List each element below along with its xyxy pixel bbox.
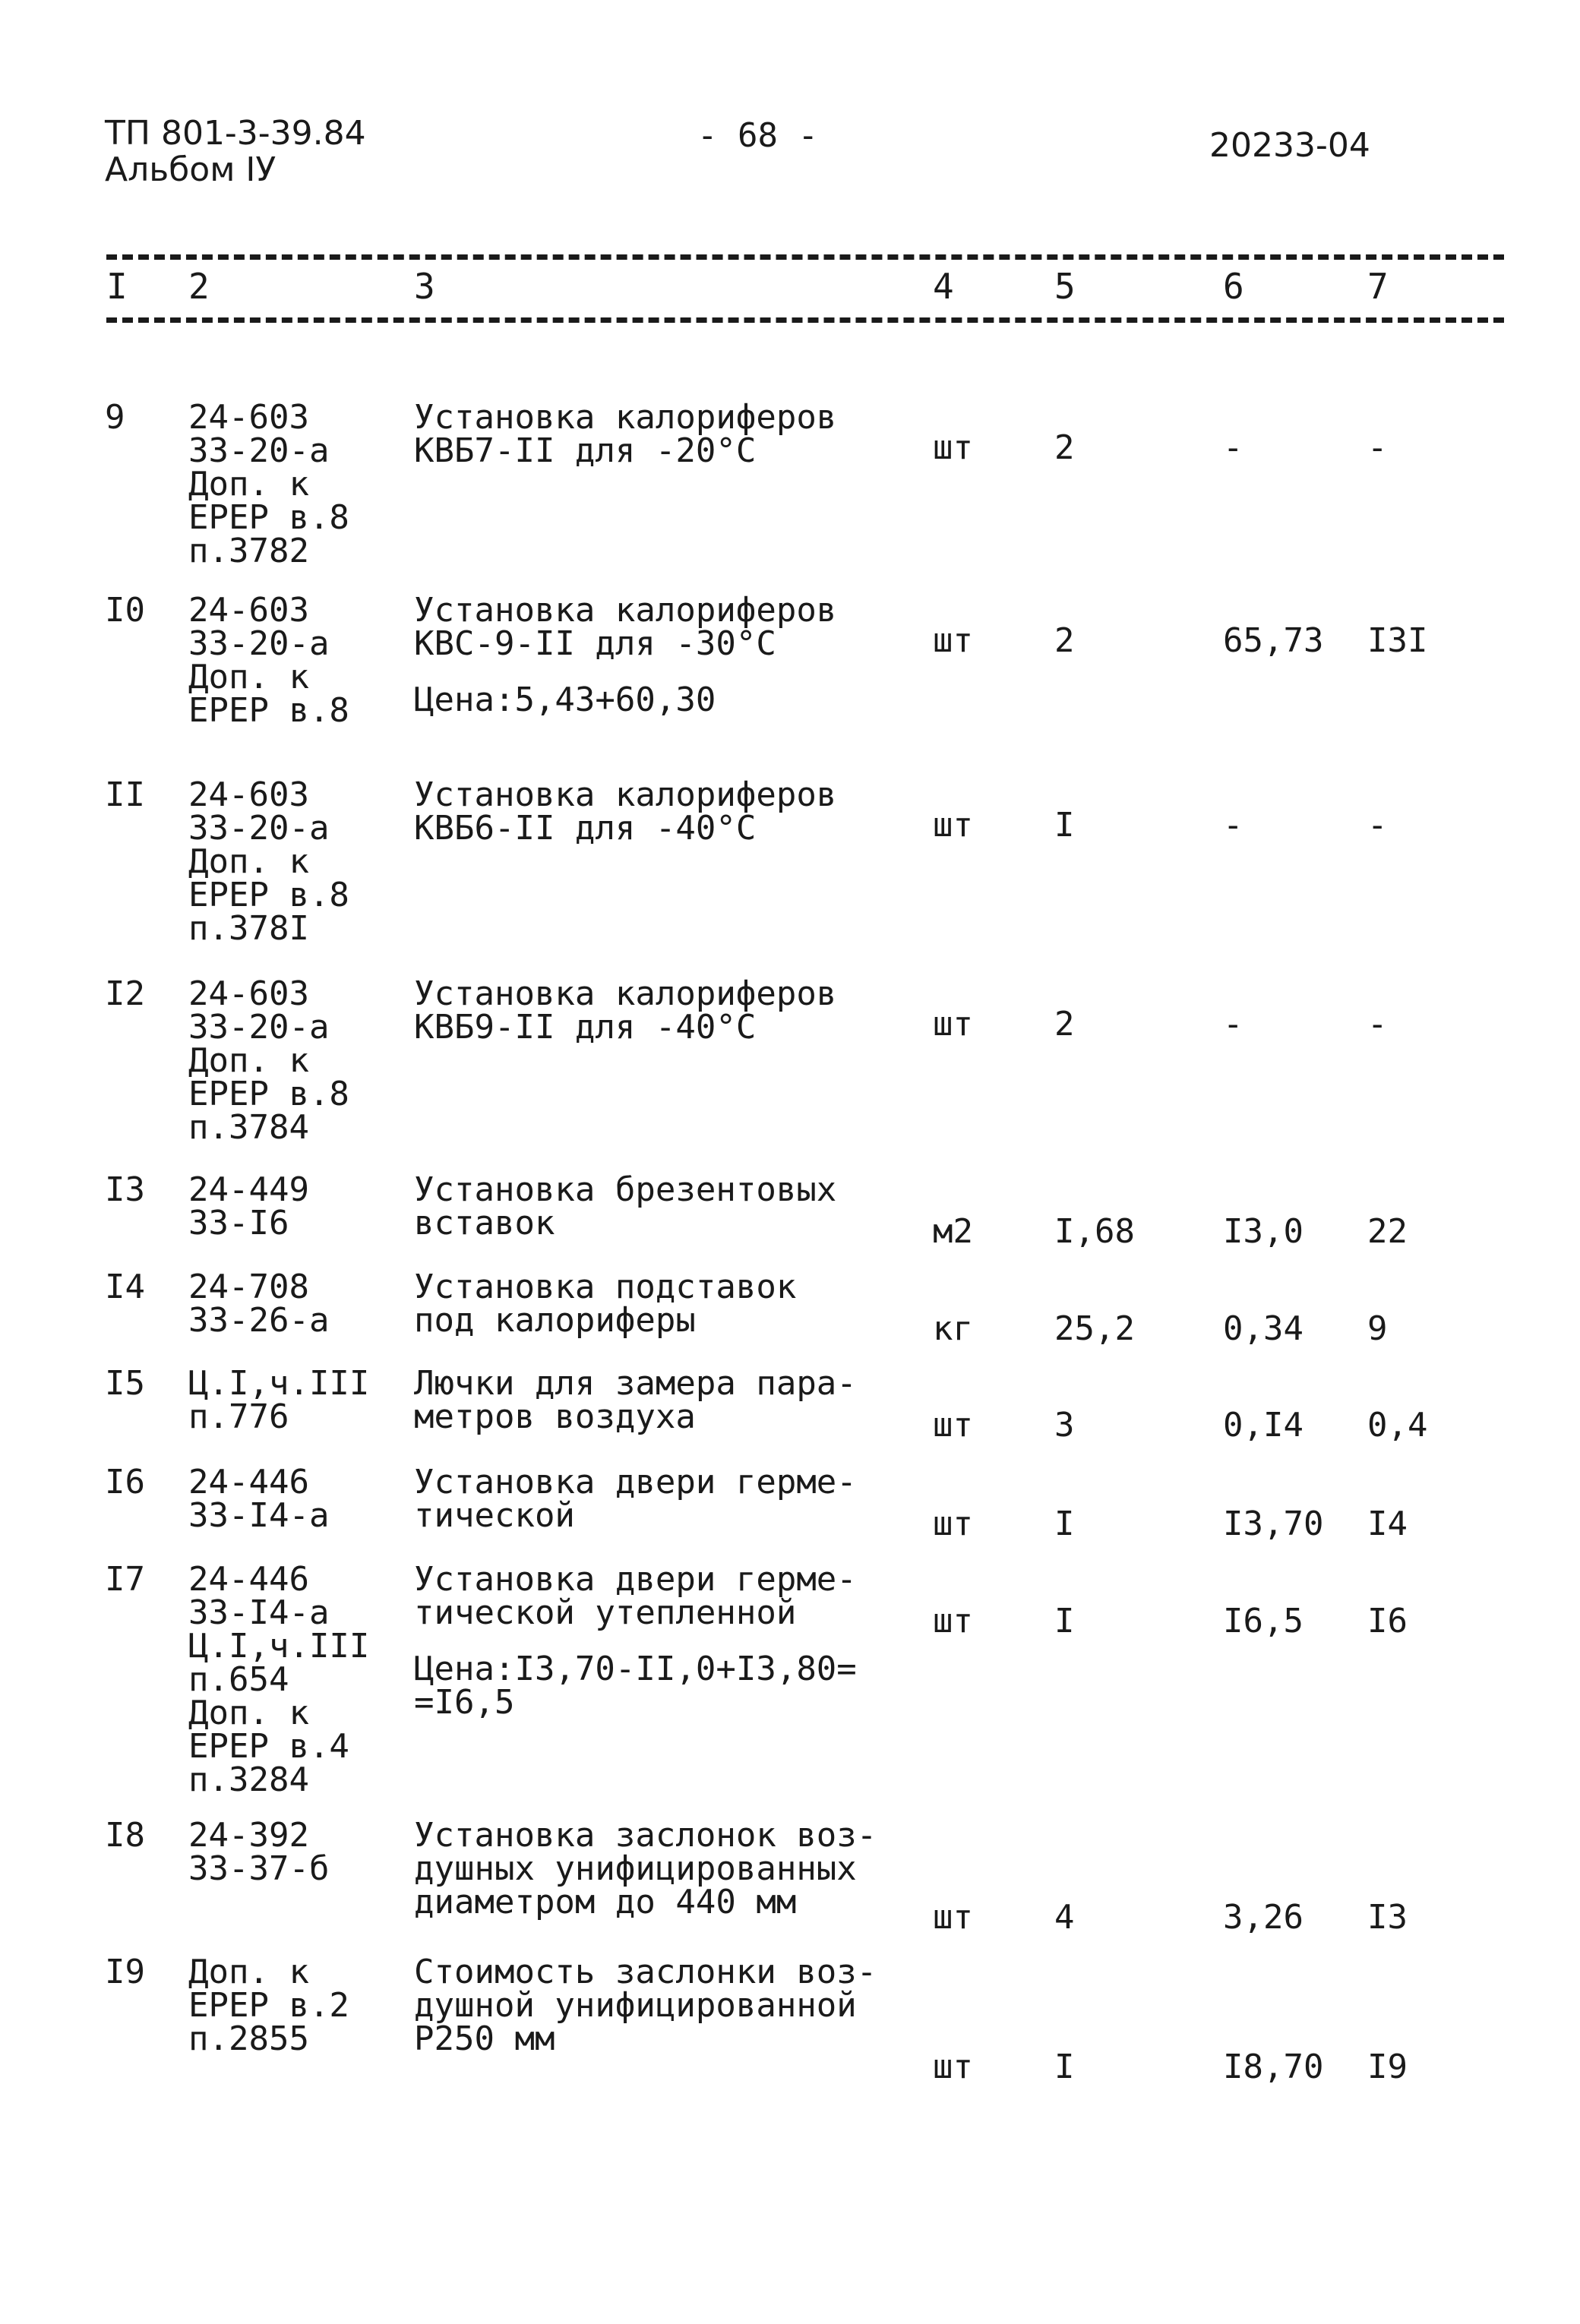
- unit: шт: [933, 1005, 973, 1044]
- total-cost: I3: [1367, 1898, 1408, 1937]
- work-description-line: Установка заслонок воз-: [414, 1816, 877, 1855]
- rate-code: [188, 591, 349, 730]
- total-cost: I6: [1367, 1602, 1408, 1640]
- rate-code-line: 33-I4-а: [188, 1593, 330, 1632]
- work-description-line: Стоимость заслонки воз-: [414, 1953, 877, 1991]
- quantity: I: [1054, 2048, 1075, 2086]
- work-description: [414, 591, 837, 719]
- rate-code-line: п.2855: [188, 2019, 309, 2058]
- rate-code: [188, 1170, 309, 1243]
- quantity: I,68: [1054, 1212, 1135, 1251]
- unit-price: -: [1223, 806, 1243, 845]
- rate-code-line: 33-20-а: [188, 431, 330, 470]
- work-description-line: тической: [414, 1496, 575, 1535]
- column-number-5: 5: [1054, 266, 1076, 307]
- total-cost: I4: [1367, 1505, 1408, 1543]
- rate-code-line: ЕРЕР в.8: [188, 1075, 349, 1113]
- total-cost: -: [1367, 806, 1388, 845]
- price-note-line: Цена:I3,70-II,0+I3,80=: [414, 1650, 857, 1688]
- document-code: 20233-04: [1209, 126, 1370, 165]
- work-description-line: Установка калориферов: [414, 398, 837, 437]
- rate-code-line: п.654: [188, 1660, 289, 1699]
- quantity: 2: [1054, 621, 1075, 660]
- work-description: [414, 775, 837, 848]
- rate-code: [188, 398, 349, 570]
- rate-code-line: Доп. к: [188, 1041, 309, 1080]
- rate-code-line: Ц.I,ч.III: [188, 1627, 370, 1666]
- price-note: [414, 680, 836, 719]
- page-number: - 68 -: [697, 116, 818, 155]
- work-description: [414, 1463, 857, 1535]
- work-description-line: душной унифицированной: [414, 1986, 857, 2025]
- rate-code-line: ЕРЕР в.8: [188, 498, 349, 537]
- unit-price: -: [1223, 1005, 1243, 1044]
- quantity: 3: [1054, 1406, 1075, 1445]
- rate-code-line: Ц.I,ч.III: [188, 1364, 370, 1403]
- quantity: I: [1054, 806, 1075, 845]
- unit: кг: [933, 1309, 973, 1348]
- rate-code: [188, 1463, 330, 1535]
- work-description: [414, 1560, 857, 1722]
- rate-code-line: п.3782: [188, 532, 309, 570]
- row-number: I9: [105, 1953, 145, 1991]
- rate-code: [188, 1560, 370, 1799]
- row-number: I4: [105, 1268, 145, 1306]
- rate-code-line: 33-20-а: [188, 624, 330, 663]
- rate-code-line: 24-603: [188, 974, 309, 1013]
- unit-price: -: [1223, 428, 1243, 467]
- rate-code: [188, 1364, 370, 1436]
- rate-code-line: 24-603: [188, 398, 309, 437]
- rate-code-line: 24-446: [188, 1560, 309, 1599]
- rate-code-line: Доп. к: [188, 1953, 309, 1991]
- work-description-line: Р250 мм: [414, 2019, 555, 2058]
- unit: шт: [933, 1406, 973, 1445]
- rate-code: [188, 1816, 330, 1888]
- rate-code-line: 33-20-а: [188, 809, 330, 848]
- unit-price: 0,34: [1223, 1309, 1304, 1348]
- rate-code-line: Доп. к: [188, 842, 309, 881]
- rate-code-line: п.3284: [188, 1760, 309, 1799]
- work-description-line: Установка калориферов: [414, 974, 837, 1013]
- header-top-rule: [106, 254, 1504, 260]
- row-number: II: [105, 775, 145, 814]
- rate-code-line: п.378I: [188, 909, 309, 948]
- rate-code-line: Доп. к: [188, 465, 309, 504]
- row-number: I5: [105, 1364, 145, 1403]
- work-description-line: Установка калориферов: [414, 775, 837, 814]
- total-cost: I9: [1367, 2048, 1408, 2086]
- unit-price: I8,70: [1223, 2048, 1324, 2086]
- rate-code-line: 33-20-а: [188, 1008, 330, 1047]
- unit: шт: [933, 621, 973, 660]
- total-cost: -: [1367, 428, 1388, 467]
- rate-code-line: 33-37-б: [188, 1849, 330, 1888]
- column-number-4: 4: [933, 266, 954, 307]
- work-description-line: КВС-9-II для -30°С: [414, 624, 776, 663]
- rate-code-line: п.3784: [188, 1108, 309, 1147]
- column-number-6: 6: [1223, 266, 1244, 307]
- unit: шт: [933, 806, 973, 845]
- row-number: I7: [105, 1560, 145, 1599]
- total-cost: 22: [1367, 1212, 1408, 1251]
- work-description-line: Установка двери герме-: [414, 1463, 857, 1501]
- work-description-line: диаметром до 440 мм: [414, 1883, 797, 1921]
- quantity: 2: [1054, 428, 1075, 467]
- column-number-3: 3: [414, 266, 435, 307]
- work-description-line: Установка брезентовых: [414, 1170, 837, 1209]
- total-cost: 0,4: [1367, 1406, 1428, 1445]
- column-number-2: 2: [188, 266, 210, 307]
- unit: м2: [933, 1212, 973, 1251]
- work-description-line: КВБ6-II для -40°С: [414, 809, 757, 848]
- rate-code: [188, 775, 349, 948]
- unit-price: I3,0: [1223, 1212, 1304, 1251]
- rate-code-line: ЕРЕР в.4: [188, 1727, 349, 1766]
- rate-code-line: 33-I6: [188, 1204, 289, 1243]
- rate-code: [188, 1268, 330, 1340]
- rate-code-line: 24-603: [188, 775, 309, 814]
- unit: шт: [933, 1505, 973, 1543]
- quantity: 4: [1054, 1898, 1075, 1937]
- quantity: I: [1054, 1505, 1075, 1543]
- rate-code-line: ЕРЕР в.8: [188, 876, 349, 914]
- rate-code-line: 24-446: [188, 1463, 309, 1501]
- unit-price: I3,70: [1223, 1505, 1324, 1543]
- rate-code-line: 33-I4-а: [188, 1496, 330, 1535]
- unit-price: 3,26: [1223, 1898, 1304, 1937]
- rate-code-line: Доп. к: [188, 658, 309, 696]
- work-description: [414, 1170, 837, 1243]
- work-description-line: метров воздуха: [414, 1397, 696, 1436]
- row-number: I2: [105, 974, 145, 1013]
- row-number: I8: [105, 1816, 145, 1855]
- total-cost: 9: [1367, 1309, 1388, 1348]
- work-description-line: Установка подставок: [414, 1268, 797, 1306]
- rate-code-line: 24-392: [188, 1816, 309, 1855]
- work-description-line: Установка калориферов: [414, 591, 837, 630]
- work-description: [414, 1816, 877, 1921]
- rate-code-line: п.776: [188, 1397, 289, 1436]
- work-description-line: Установка двери герме-: [414, 1560, 857, 1599]
- row-number: I0: [105, 591, 145, 630]
- quantity: 2: [1054, 1005, 1075, 1044]
- total-cost: I3I: [1367, 621, 1428, 660]
- total-cost: -: [1367, 1005, 1388, 1044]
- quantity: I: [1054, 1602, 1075, 1640]
- row-number: I6: [105, 1463, 145, 1501]
- rate-code: [188, 1953, 349, 2058]
- project-code-line2: Альбом IУ: [105, 150, 276, 189]
- price-note-line: Цена:5,43+60,30: [414, 680, 716, 719]
- unit: шт: [933, 2048, 973, 2086]
- work-description-line: вставок: [414, 1204, 555, 1243]
- unit-price: 65,73: [1223, 621, 1324, 660]
- unit: шт: [933, 1602, 973, 1640]
- work-description: [414, 1268, 797, 1340]
- column-number-1: I: [106, 266, 128, 307]
- unit-price: 0,I4: [1223, 1406, 1304, 1445]
- rate-code-line: 24-449: [188, 1170, 309, 1209]
- work-description-line: Лючки для замера пара-: [414, 1364, 857, 1403]
- work-description-line: душных унифицированных: [414, 1849, 857, 1888]
- rate-code-line: 24-603: [188, 591, 309, 630]
- header-bottom-rule: [106, 317, 1504, 323]
- row-number: 9: [105, 398, 125, 437]
- row-number: I3: [105, 1170, 145, 1209]
- unit-price: I6,5: [1223, 1602, 1304, 1640]
- work-description-line: КВБ9-II для -40°С: [414, 1008, 757, 1047]
- work-description-line: под калориферы: [414, 1301, 696, 1340]
- rate-code-line: 24-708: [188, 1268, 309, 1306]
- rate-code: [188, 974, 349, 1147]
- price-note-line: =I6,5: [414, 1683, 515, 1722]
- unit: шт: [933, 1898, 973, 1937]
- rate-code-line: ЕРЕР в.8: [188, 691, 349, 730]
- project-code: [105, 115, 366, 188]
- unit: шт: [933, 428, 973, 467]
- work-description-line: тической утепленной: [414, 1593, 797, 1632]
- price-note: [414, 1650, 857, 1722]
- rate-code-line: 33-26-а: [188, 1301, 330, 1340]
- rate-code-line: Доп. к: [188, 1694, 309, 1732]
- work-description: [414, 398, 837, 470]
- quantity: 25,2: [1054, 1309, 1135, 1348]
- rate-code-line: ЕРЕР в.2: [188, 1986, 349, 2025]
- work-description-line: КВБ7-II для -20°С: [414, 431, 757, 470]
- work-description: [414, 974, 837, 1047]
- project-code-line1: ТП 801-3-39.84: [105, 114, 366, 153]
- column-number-7: 7: [1367, 266, 1389, 307]
- work-description: [414, 1364, 857, 1436]
- work-description: [414, 1953, 877, 2058]
